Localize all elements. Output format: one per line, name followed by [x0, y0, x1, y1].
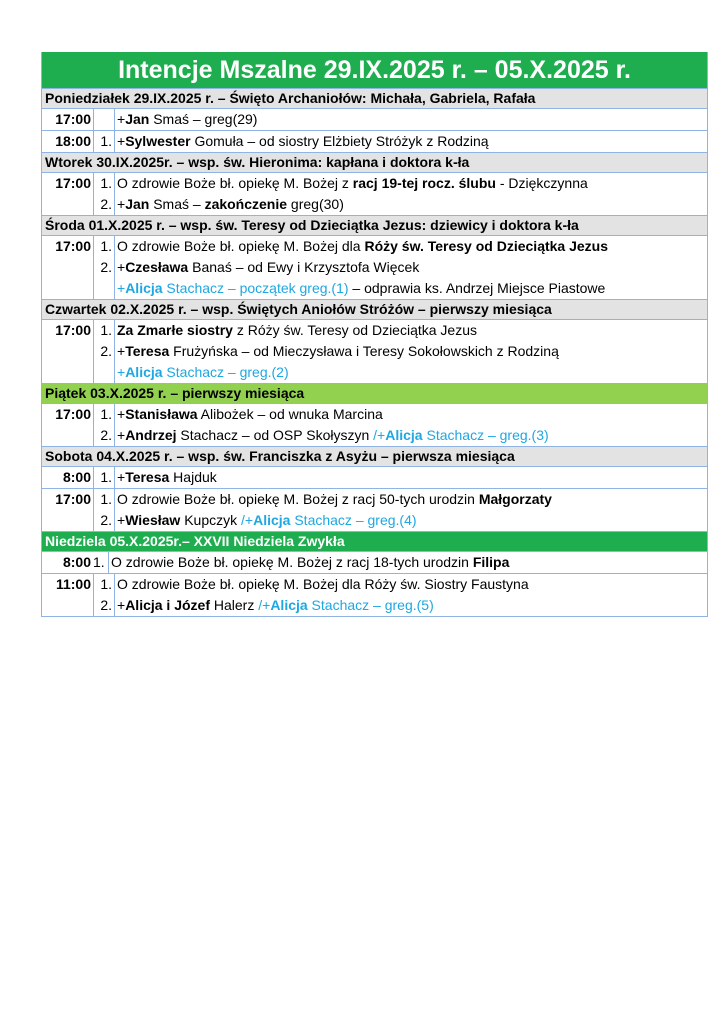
intention-text — [117, 489, 707, 510]
intention-text-part: Filipa — [472, 554, 510, 570]
entry-numbers — [93, 109, 115, 130]
entry-texts — [115, 173, 707, 215]
intention-text-part: + — [117, 133, 126, 149]
intention-text — [117, 173, 707, 194]
intention-text-part: + — [117, 512, 126, 528]
entry-texts — [115, 320, 707, 383]
intention-text-part: Stanisława — [125, 406, 198, 422]
mass-time: 17:00 — [55, 175, 91, 191]
intention-text-part: Teresa — [125, 469, 170, 485]
mass-time: 17:00 — [55, 491, 91, 507]
entry-number — [94, 278, 112, 299]
intention-text-part: Alicja — [270, 597, 308, 613]
intention-text-part: Frużyńska – od Mieczysława i Teresy Sokołowskich z Rodziną — [169, 343, 559, 359]
intention-text-part: O zdrowie Boże bł. opiekę M. Bożej dla Róży św. Siostry Faustyna — [117, 576, 529, 592]
intention-text-part: Stachacz – greg.(2) — [162, 364, 289, 380]
intention-text-part: Gomuła – od siostry Elżbiety Stróżyk z Rodziną — [190, 133, 489, 149]
intention-text — [117, 320, 707, 341]
entry-number: 2. — [100, 343, 112, 359]
entry-numbers — [93, 320, 115, 383]
entry-number — [94, 362, 112, 383]
intention-text-part: racj 19-tej rocz. ślubu — [352, 175, 496, 191]
mass-time: 17:00 — [55, 111, 91, 127]
mass-slot — [42, 488, 707, 531]
intention-text — [117, 109, 707, 130]
entry-number: 1. — [100, 576, 112, 592]
day-heading: Środa 01.X.2025 r. – wsp. św. Teresy od Dzieciątka Jezus: dziewicy i doktora k-ła — [42, 215, 707, 235]
intention-text-part: Kupczyk — [180, 512, 242, 528]
entry-numbers — [93, 404, 115, 446]
entry-texts — [115, 489, 707, 531]
entry-number: 1. — [100, 322, 112, 338]
intention-text-part: - Dziękczynna — [495, 175, 588, 191]
entry-texts — [115, 574, 707, 616]
mass-slot — [42, 466, 707, 488]
entry-number: 2. — [100, 196, 112, 212]
intention-text-part: Smaś – greg(29) — [149, 111, 258, 127]
mass-slot — [42, 319, 707, 383]
intention-text-part: O zdrowie Boże bł. opiekę M. Bożej z — [117, 175, 353, 191]
mass-slot — [42, 551, 707, 573]
entry-numbers — [93, 489, 115, 531]
intention-text — [117, 425, 707, 446]
entry-texts — [115, 404, 707, 446]
entry-texts — [115, 467, 707, 488]
mass-slot — [42, 573, 707, 616]
intention-text-part: Andrzej — [125, 427, 177, 443]
entry-number — [94, 109, 112, 130]
intention-text — [117, 510, 707, 531]
intention-text-part: O zdrowie Boże bł. opiekę M. Bożej z racj 18-tych urodzin — [111, 554, 473, 570]
mass-time: 18:00 — [55, 133, 91, 149]
intention-text — [117, 574, 707, 595]
entry-numbers — [93, 131, 115, 152]
mass-time: 11:00 — [55, 576, 91, 592]
mass-slot — [42, 235, 707, 299]
entry-number: 1. — [100, 175, 112, 191]
intention-text — [117, 467, 707, 488]
intention-text-part: Stachacz – od OSP Skołyszyn — [176, 427, 374, 443]
day-heading: Czwartek 02.X.2025 r. – wsp. Świętych Aniołów Stróżów – pierwszy miesiąca — [42, 299, 707, 319]
mass-slot — [42, 130, 707, 152]
intention-text-part: Banaś – od Ewy i Krzysztofa Więcek — [188, 259, 420, 275]
day-heading: Niedziela 05.X.2025r.– XXVII Niedziela Zwykła — [42, 531, 707, 551]
intention-text — [117, 257, 707, 278]
intention-text-part: Hajduk — [169, 469, 217, 485]
intention-text-part: + — [117, 406, 126, 422]
intention-text-part: Czesława — [125, 259, 189, 275]
intention-text-part: Stachacz – greg.(5) — [307, 597, 434, 613]
entry-number: 2. — [100, 597, 112, 613]
intention-text-part: Alibożek – od wnuka Marcina — [197, 406, 383, 422]
entry-number: 1. — [100, 133, 112, 149]
intention-text-part: Za Zmarłe siostry — [117, 322, 233, 338]
entry-number: 2. — [100, 427, 112, 443]
mass-slot — [42, 403, 707, 446]
intention-text-part: + — [117, 111, 126, 127]
intention-text-part: + — [117, 597, 126, 613]
intention-text-part: Jan — [125, 196, 150, 212]
entry-number: 1. — [100, 469, 112, 485]
intention-text-part: Wiesław — [125, 512, 181, 528]
intention-text-part: + — [117, 280, 126, 296]
page-title: Intencje Mszalne 29.IX.2025 r. – 05.X.2025 r. — [42, 52, 707, 88]
intention-text — [117, 278, 707, 299]
entry-numbers — [93, 574, 115, 616]
intention-text-part: /+ — [258, 597, 271, 613]
intention-text-part: zakończenie — [204, 196, 288, 212]
mass-time: 17:00 — [55, 406, 91, 422]
day-heading: Piątek 03.X.2025 r. – pierwszy miesiąca — [42, 383, 707, 403]
mass-time: 8:00 — [62, 554, 91, 570]
intention-text — [117, 404, 707, 425]
entry-number: 1. — [93, 554, 105, 570]
mass-slot — [42, 108, 707, 130]
intention-text-part: Alicja — [125, 280, 163, 296]
entry-texts — [115, 236, 707, 299]
intention-text — [117, 194, 707, 215]
intention-text-part: Teresa — [125, 343, 170, 359]
entry-number: 1. — [100, 406, 112, 422]
intention-text-part: Alicja — [385, 427, 423, 443]
intention-text — [117, 131, 707, 152]
entry-numbers — [93, 552, 109, 573]
intention-text-part: O zdrowie Boże bł. opiekę M. Bożej dla — [117, 238, 365, 254]
intention-text-part: Alicja i Józef — [125, 597, 210, 613]
entry-number: 1. — [100, 238, 112, 254]
intention-text-part: Małgorzaty — [478, 491, 552, 507]
days-list — [42, 88, 707, 616]
intention-text — [117, 341, 707, 362]
intention-text — [111, 552, 707, 573]
intention-text-part: Halerz — [210, 597, 259, 613]
intention-text-part: + — [117, 343, 126, 359]
entry-numbers — [93, 173, 115, 215]
mass-time: 17:00 — [55, 238, 91, 254]
intention-text-part: z Róży św. Teresy od Dzieciątka Jezus — [232, 322, 477, 338]
intention-text-part: + — [117, 469, 126, 485]
entry-number: 2. — [100, 259, 112, 275]
intention-text-part: O zdrowie Boże bł. opiekę M. Bożej z racj 50-tych urodzin — [117, 491, 479, 507]
intention-text-part: + — [117, 259, 126, 275]
intention-text-part: Stachacz – greg.(3) — [422, 427, 549, 443]
intention-text-part: Róży św. Teresy od Dzieciątka Jezus — [364, 238, 609, 254]
intention-text-part: Jan — [125, 111, 150, 127]
mass-time: 17:00 — [55, 322, 91, 338]
entry-texts — [115, 131, 707, 152]
day-heading: Sobota 04.X.2025 r. – wsp. św. Franciszka z Asyżu – pierwsza miesiąca — [42, 446, 707, 466]
entry-number: 1. — [100, 491, 112, 507]
intention-text — [117, 595, 707, 616]
intention-text-part: + — [117, 427, 126, 443]
intention-text-part: Alicja — [253, 512, 291, 528]
intention-text-part: + — [117, 364, 126, 380]
entry-number: 2. — [100, 512, 112, 528]
intention-text-part: greg(30) — [287, 196, 344, 212]
intention-text-part: + — [117, 196, 126, 212]
intention-text — [117, 362, 707, 383]
intention-text-part: /+ — [241, 512, 254, 528]
intention-text-part: Sylwester — [125, 133, 191, 149]
intention-text — [117, 236, 707, 257]
intentions-table — [41, 52, 708, 617]
intention-text-part: Stachacz – początek greg.(1) — [162, 280, 349, 296]
day-heading: Wtorek 30.IX.2025r. – wsp. św. Hieronima: kapłana i doktora k-ła — [42, 152, 707, 172]
entry-numbers — [93, 236, 115, 299]
entry-numbers — [93, 467, 115, 488]
intention-text-part: Smaś – — [149, 196, 205, 212]
day-heading: Poniedziałek 29.IX.2025 r. – Święto Archaniołów: Michała, Gabriela, Rafała — [42, 88, 707, 108]
entry-texts — [115, 109, 707, 130]
intention-text-part: /+ — [373, 427, 386, 443]
intention-text-part: Alicja — [125, 364, 163, 380]
intention-text-part: Stachacz – greg.(4) — [290, 512, 417, 528]
mass-time: 8:00 — [62, 469, 91, 485]
mass-slot — [42, 172, 707, 215]
intention-text-part: – odprawia ks. Andrzej Miejsce Piastowe — [348, 280, 606, 296]
entry-texts — [109, 552, 707, 573]
